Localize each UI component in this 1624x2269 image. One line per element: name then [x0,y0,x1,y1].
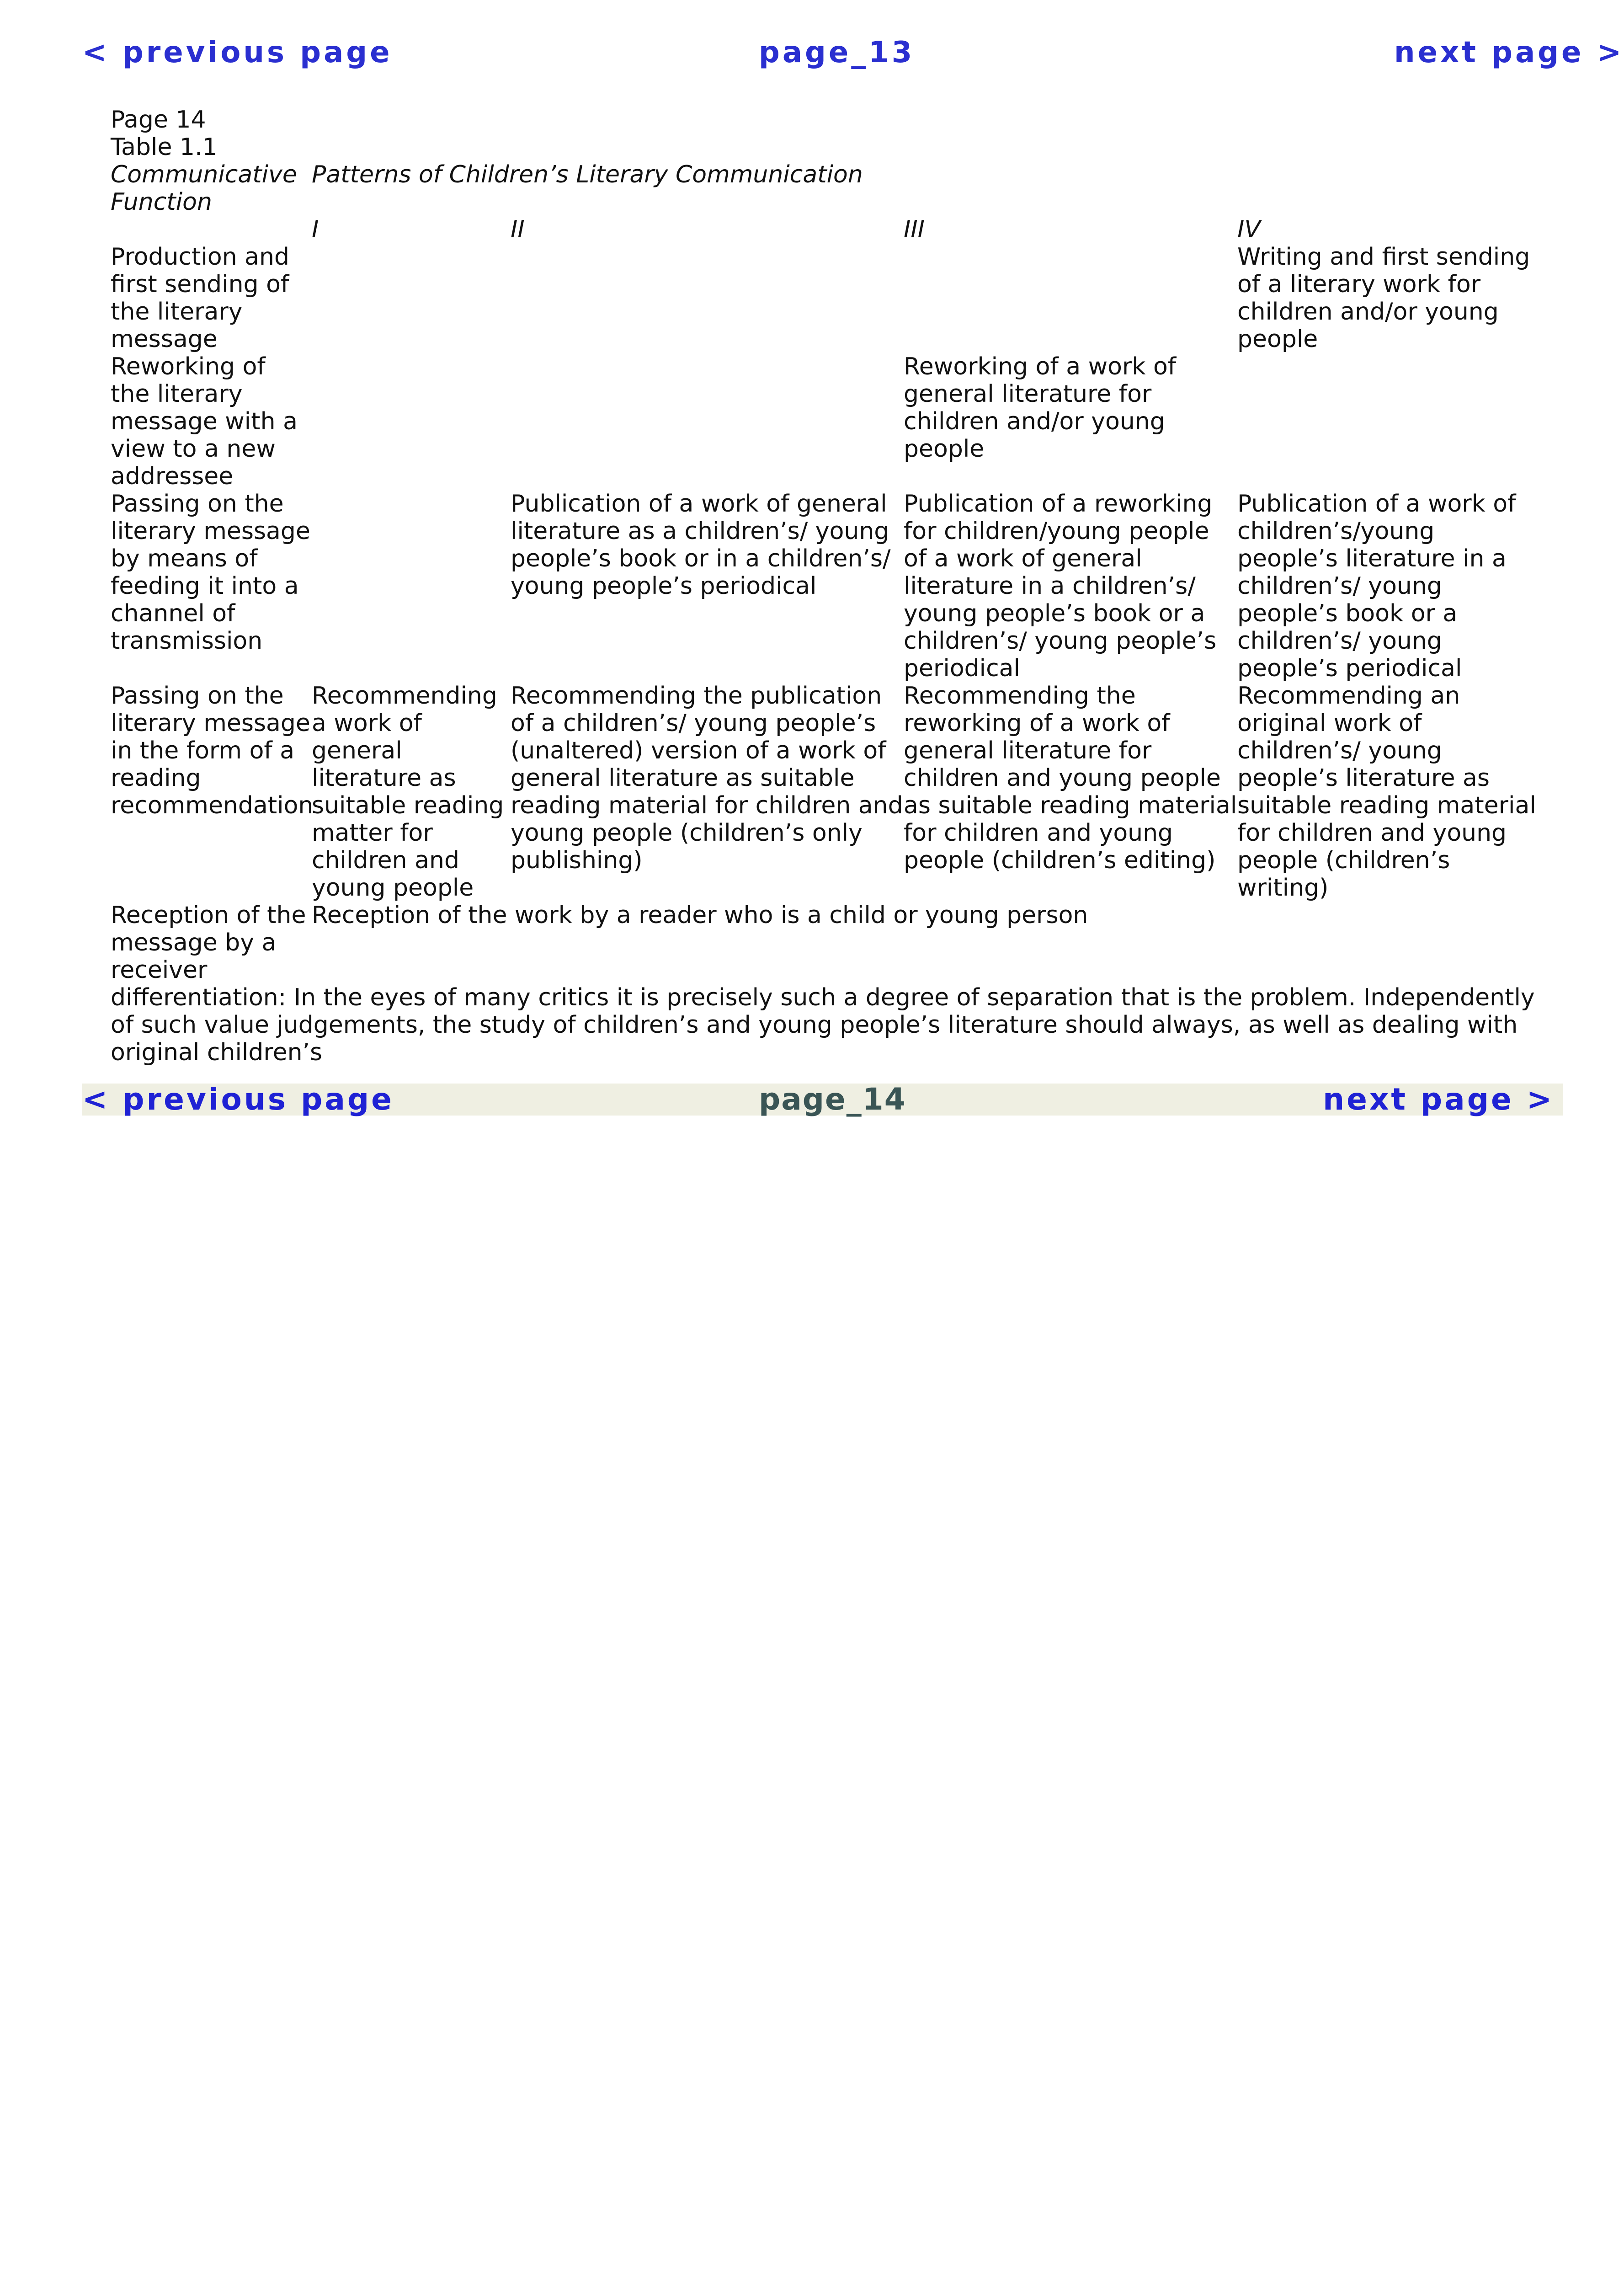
table-row [111,902,1537,984]
function-cell: Production and first sending of the literary message [111,243,290,353]
table-caption: Table 1.1 [111,133,218,161]
numeral-empty-cell [111,216,312,243]
table-row [111,682,1537,902]
pattern-ii-cell [511,353,904,490]
pattern-iii-cell [904,243,1237,353]
top-page-label: page_13 [759,36,915,69]
body-paragraph: differentiation: In the eyes of many critics it is precisely such a degree of separation that is the problem. Independently of such value judgements, the study of children’s and young people’s literature should always, as well as dealing with original children’s [111,984,1535,1066]
pattern-iv-cell: Publication of a work of children’s/young people’s literature in a children’s/ young people’s book or a children’s/ young people’s periodical [1237,490,1516,682]
current-page-label: page_14 [759,1082,906,1117]
previous-page-link[interactable]: < previous page [82,1082,394,1117]
numeral-iv: IV [1237,216,1261,243]
table-row [111,490,1537,682]
pattern-ii-cell: Recommending the publication of a children’s/ young people’s (unaltered) version of a work of general literature as suitable reading material for children and young people (children’s only publishing) [511,682,903,874]
function-cell: Reception of the message by a receiver [111,902,306,984]
page-number-label: Page 14 [111,106,206,133]
table-numeral-row [111,216,1537,243]
function-cell: Passing on the literary message in the form of a reading recommendation [111,682,314,819]
pattern-iv-cell [1237,353,1537,490]
bottom-navigation-bar [82,1084,1563,1116]
top-next-page-link[interactable]: next page > [1394,36,1624,69]
pattern-iii-cell: Reworking of a work of general literature for children and/or young people [904,353,1177,463]
numeral-ii: II [511,216,525,243]
pattern-ii-cell: Publication of a work of general literature as a children’s/ young people’s book or in a children’s/ young people’s periodical [511,490,891,600]
pattern-ii-cell [511,243,904,353]
pattern-iii-cell: Publication of a reworking for children/young people of a work of general literature in a children’s/ young people’s book or a children’s/ young people’s periodical [904,490,1217,682]
table-row [111,243,1537,353]
patterns-table [111,161,1537,984]
function-cell: Passing on the literary message by means of feeding it into a channel of transmission [111,490,310,655]
pattern-i-cell [312,243,511,353]
header-communicative-function: Communicative Function [111,161,297,216]
top-previous-page-link[interactable]: < previous page [82,36,393,69]
function-cell: Reworking of the literary message with a view to a new addressee [111,353,298,490]
next-page-link[interactable]: next page > [1323,1082,1554,1117]
pattern-iv-cell: Recommending an original work of children’s/ young people’s literature as suitable reading material for children and young people (children’s writing) [1237,682,1536,902]
pattern-i-cell [312,353,511,490]
pattern-i-cell: Recommending a work of general literature as suitable reading matter for children and young people [312,682,504,902]
pattern-i-cell [312,490,511,682]
pattern-iv-cell: Writing and first sending of a literary work for children and/or young people [1237,243,1530,353]
table-row [111,353,1537,490]
pattern-iii-cell: Recommending the reworking of a work of general literature for children and young people as suitable reading material for children and young people (children’s editing) [904,682,1237,874]
header-patterns: Patterns of Children’s Literary Communication [312,161,863,188]
reception-cell: Reception of the work by a reader who is a child or young person [312,902,1088,929]
numeral-iii: III [904,216,925,243]
table-header-row [111,161,1537,216]
top-navigation-bar-cropped [82,36,1624,80]
page-content [111,106,1537,1066]
numeral-i: I [312,216,319,243]
